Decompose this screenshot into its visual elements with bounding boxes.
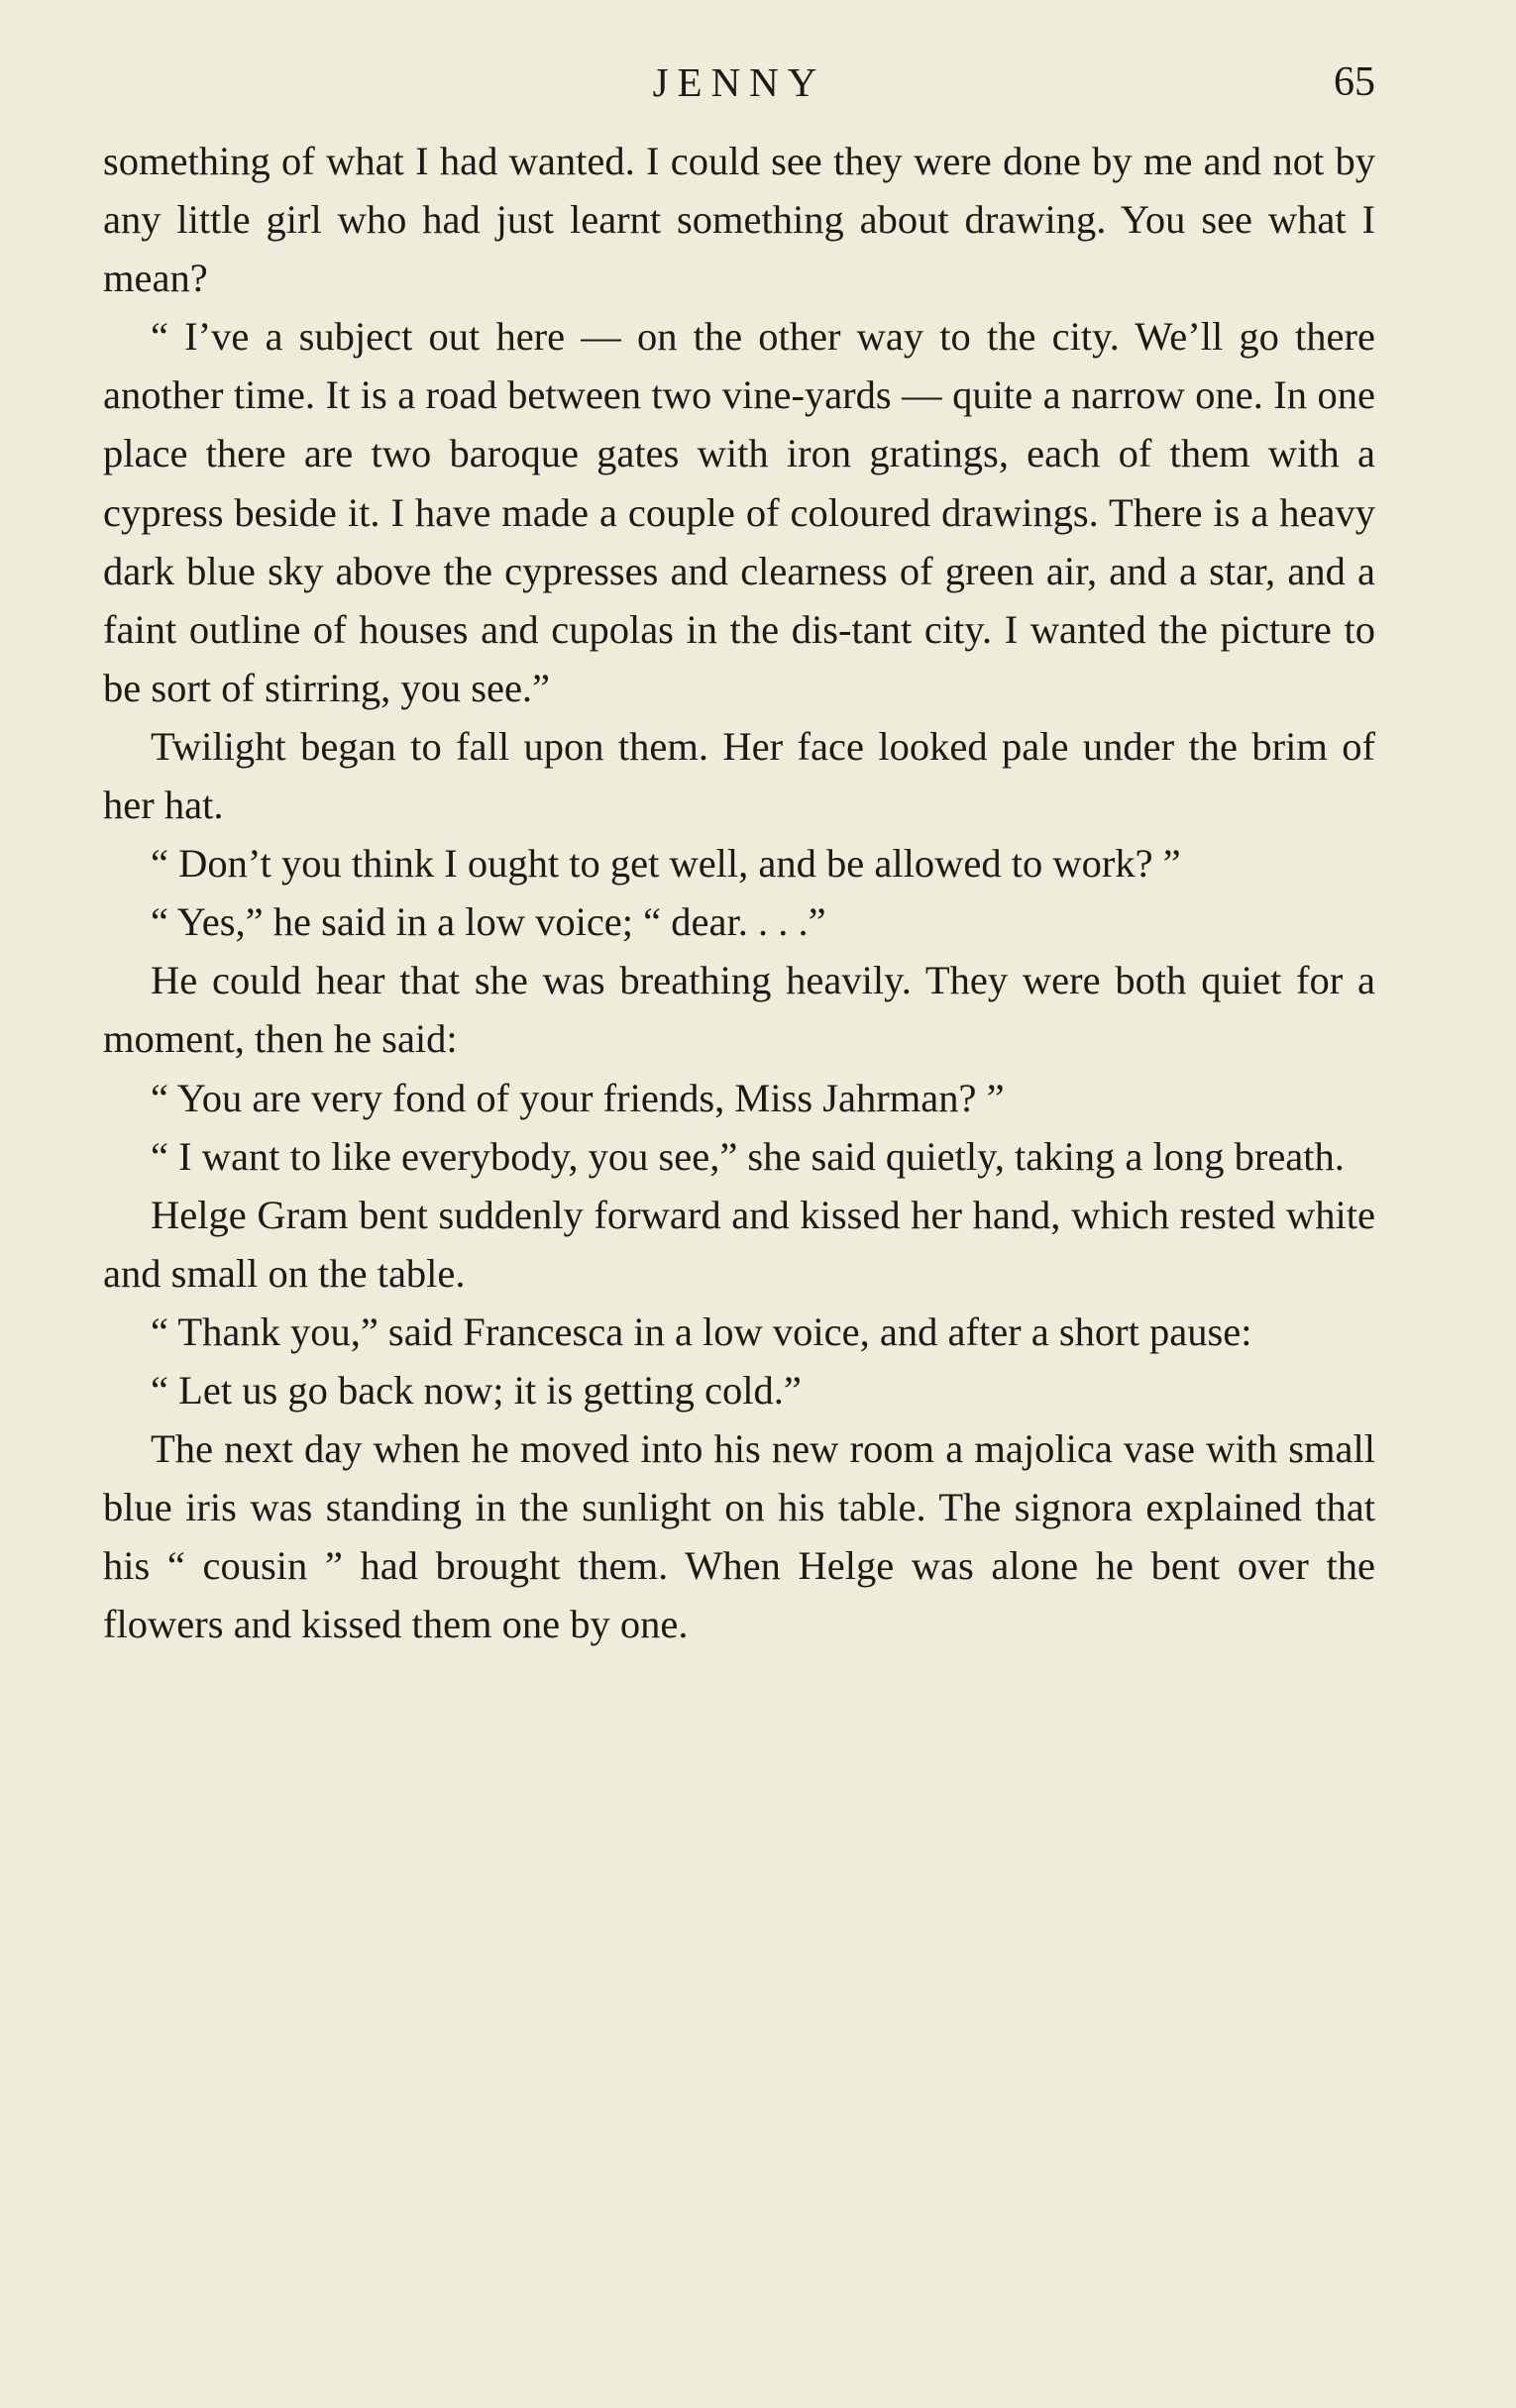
paragraph: “ Yes,” he said in a low voice; “ dear. . . .” xyxy=(151,899,826,945)
paragraph: “ Don’t you think I ought to get well, and be allowed to work? ” xyxy=(151,841,1181,887)
paragraph: He could hear that she was breathing heavily. They were both quiet for a moment, then he said: xyxy=(103,958,1375,1062)
paragraph: “ I’ve a subject out here — on the other way to the city. We’ll go there another time. It is a road between two vine-yards — quite a narrow one. In one place there are two baroque gates with iron gratings, each of them with a cypress beside it. I have made a couple of coloured drawings. There is a heavy dark blue sky above the cypresses and clearness of green air, and a star, and a faint outline of houses and cupolas in the dis-tant city. I wanted the picture to be sort of stirring, you see.” xyxy=(103,314,1375,710)
paragraph: The next day when he moved into his new room a majolica vase with small blue iris was standing in the sunlight on his table. The signora explained that his “ cousin ” had brought them. When Helge was alone he bent over the flowers and kissed them one by one. xyxy=(103,1426,1375,1647)
paragraph: Twilight began to fall upon them. Her face looked pale under the brim of her hat. xyxy=(103,723,1375,828)
body-text xyxy=(103,132,1375,1653)
running-title: JENNY xyxy=(652,59,826,105)
page-number: 65 xyxy=(1334,59,1375,105)
paragraph: “ Let us go back now; it is getting cold.” xyxy=(151,1367,802,1413)
paragraph: “ Thank you,” said Francesca in a low voice, and after a short pause: xyxy=(151,1309,1252,1354)
running-head xyxy=(103,57,1375,117)
paragraph: “ I want to like everybody, you see,” she said quietly, taking a long breath. xyxy=(151,1133,1345,1179)
paragraph: something of what I had wanted. I could see they were done by me and not by any little girl who had just learnt something about drawing. You see what I mean? xyxy=(103,139,1375,301)
paragraph: “ You are very fond of your friends, Miss Jahrman? ” xyxy=(151,1075,1005,1120)
paragraph: Helge Gram bent suddenly forward and kissed her hand, which rested white and small on the table. xyxy=(103,1192,1375,1296)
